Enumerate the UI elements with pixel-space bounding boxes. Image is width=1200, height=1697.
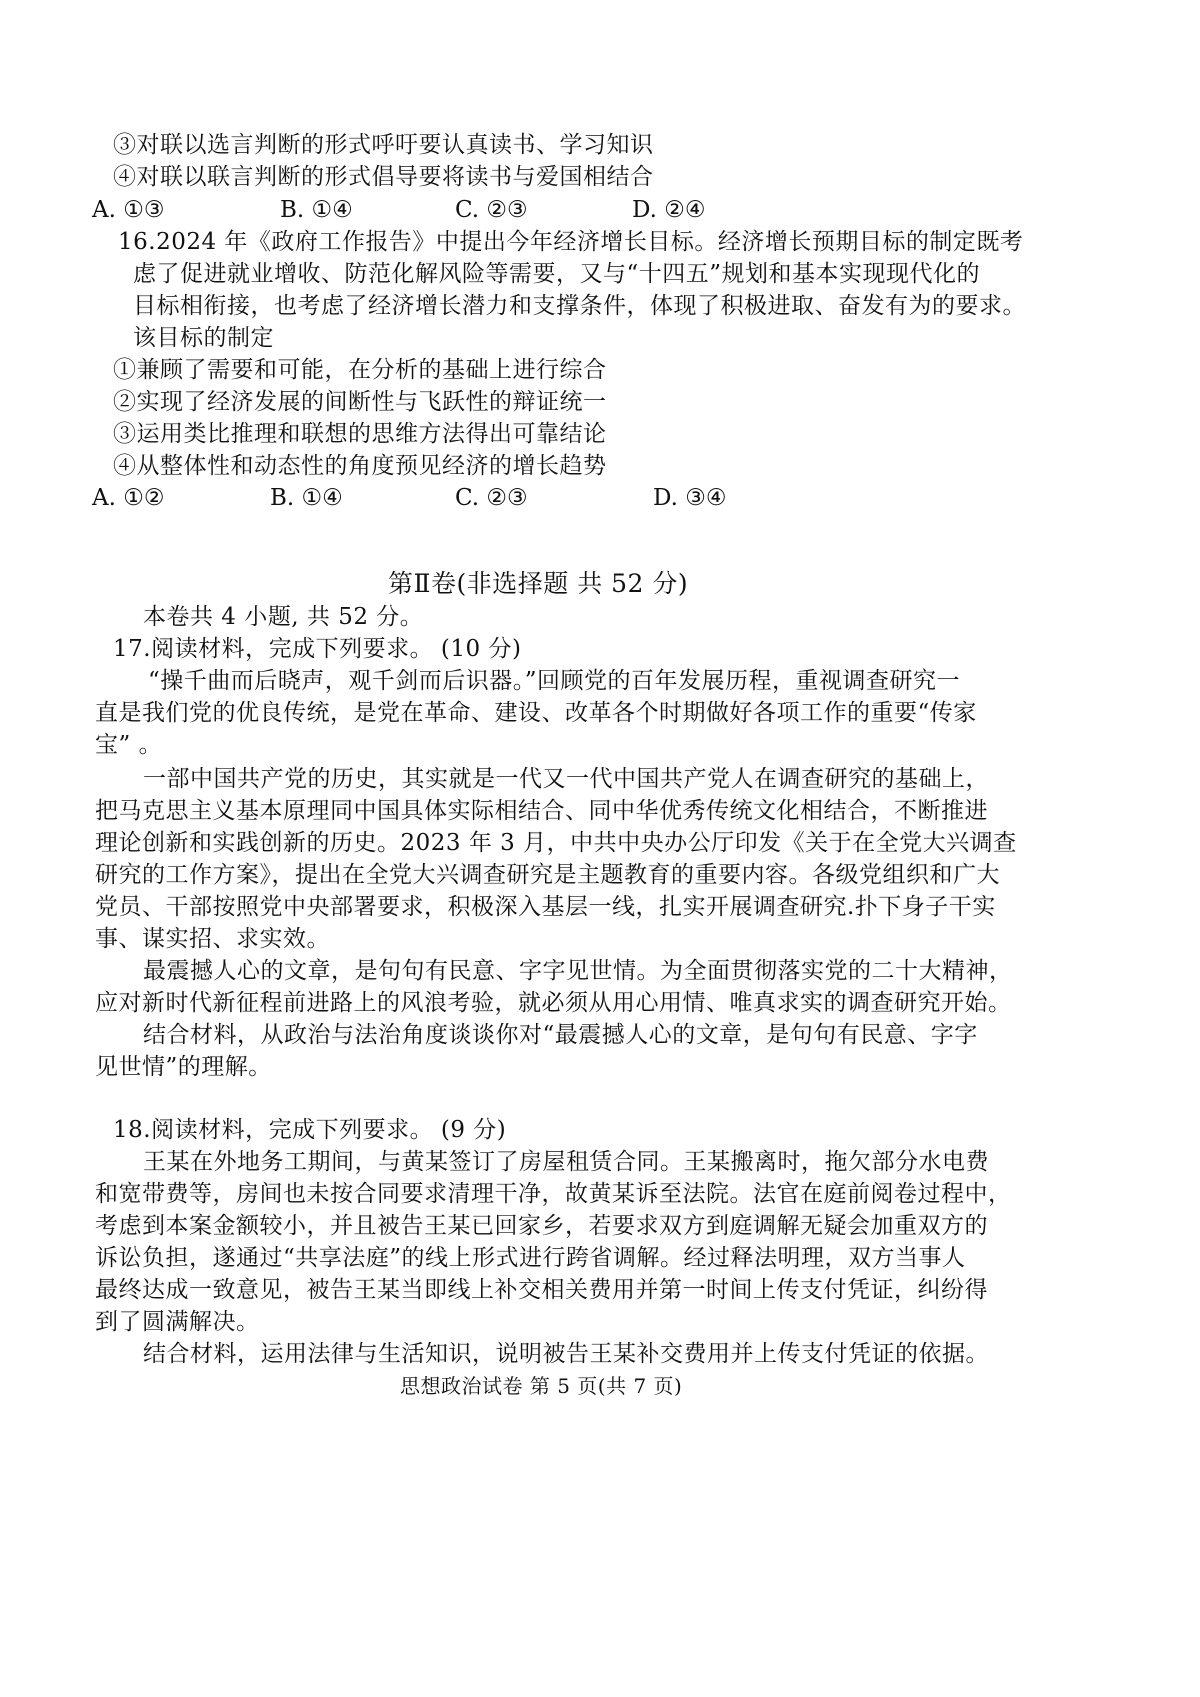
q15-option-a: A. ①③	[92, 197, 165, 223]
part2-intro: 本卷共 4 小题, 共 52 分。	[143, 604, 424, 630]
q17-body-line-13: 见世情”的理解。	[95, 1054, 272, 1080]
q18-body-line-2: 和宽带费等，房间也未按合同要求清理干净，故黄某诉至法院。法官在庭前阅卷过程中，	[95, 1181, 1012, 1207]
q15-option-d: D. ②④	[632, 197, 706, 223]
q18-body-line-5: 最终达成一致意见，被告王某当即线上补交相关费用并第一时间上传支付凭证，纠纷得	[95, 1277, 988, 1303]
q17-body-line-3: 宝” 。	[95, 732, 163, 758]
q17-body-line-11: 应对新时代新征程前进路上的风浪考验，就必须从用心用情、唯真求实的调查研究开始。	[95, 990, 1012, 1016]
q17-header: 17.阅读材料，完成下列要求。 (10 分)	[113, 636, 522, 662]
q16-option-c: C. ②③	[455, 485, 528, 511]
q17-body-line-10: 最震撼人心的文章，是句句有民意、字字见世情。为全面贯彻落实党的二十大精神，	[143, 958, 1013, 984]
q16-statement-3: ③运用类比推理和联想的思维方法得出可靠结论	[113, 421, 607, 447]
q17-body-line-7: 研究的工作方案》，提出在全党大兴调查研究是主题教育的重要内容。各级党组织和广大	[95, 862, 1000, 888]
q18-header: 18.阅读材料，完成下列要求。 (9 分)	[113, 1117, 507, 1143]
q18-body-line-7: 结合材料，运用法律与生活知识，说明被告王某补交费用并上传支付凭证的依据。	[143, 1341, 989, 1367]
q16-stem-line-2: 虑了促进就业增收、防范化解风险等需要，又与“十四五”规划和基本实现现代化的	[133, 261, 981, 287]
q17-body-line-1: “操千曲而后晓声，观千剑而后识器。”回顾党的百年发展历程，重视调查研究一	[148, 668, 961, 694]
q17-body-line-4: 一部中国共产党的历史，其实就是一代又一代中国共产党人在调查研究的基础上，	[143, 766, 989, 792]
q16-stem-line-1: 16.2024 年《政府工作报告》中提出今年经济增长目标。经济增长预期目标的制定既考	[118, 229, 1024, 255]
q18-body-line-6: 到了圆满解决。	[95, 1309, 260, 1335]
part2-title: 第Ⅱ卷(非选择题 共 52 分)	[388, 569, 689, 598]
q15-statement-3: ③对联以选言判断的形式呼吁要认真读书、学习知识	[113, 132, 654, 158]
q17-body-line-9: 事、谋实招、求实效。	[95, 926, 330, 952]
q18-body-line-3: 考虑到本案金额较小，并且被告王某已回家乡，若要求双方到庭调解无疑会加重双方的	[95, 1213, 988, 1239]
q16-statement-1: ①兼顾了需要和可能，在分析的基础上进行综合	[113, 357, 607, 383]
q17-body-line-2: 直是我们党的优良传统，是党在革命、建设、改革各个时期做好各项工作的重要“传家	[95, 700, 977, 726]
q15-option-c: C. ②③	[455, 197, 528, 223]
q15-option-b: B. ①④	[280, 197, 353, 223]
q18-body-line-1: 王某在外地务工期间，与黄某签订了房屋租赁合同。王某搬离时，拖欠部分水电费	[143, 1149, 989, 1175]
q16-stem-line-4: 该目标的制定	[133, 325, 274, 351]
q16-statement-4: ④从整体性和动态性的角度预见经济的增长趋势	[113, 453, 607, 479]
q16-statement-2: ②实现了经济发展的间断性与飞跃性的辩证统一	[113, 389, 607, 415]
q17-body-line-8: 党员、干部按照党中央部署要求，积极深入基层一线，扎实开展调查研究.扑下身子干实	[95, 894, 996, 920]
q17-body-line-5: 把马克思主义基本原理同中国具体实际相结合、同中华优秀传统文化相结合，不断推进	[95, 798, 988, 824]
q16-option-a: A. ①②	[92, 485, 165, 511]
q15-statement-4: ④对联以联言判断的形式倡导要将读书与爱国相结合	[113, 164, 654, 190]
q18-body-line-4: 诉讼负担，遂通过“共享法庭”的线上形式进行跨省调解。经过释法明理，双方当事人	[95, 1245, 966, 1271]
q17-body-line-12: 结合材料，从政治与法治角度谈谈你对“最震撼人心的文章，是句句有民意、字字	[143, 1022, 978, 1048]
q16-option-b: B. ①④	[270, 485, 343, 511]
page-footer: 思想政治试卷 第 5 页(共 7 页)	[400, 1374, 683, 1398]
q17-body-line-6: 理论创新和实践创新的历史。2023 年 3 月，中共中央办公厅印发《关于在全党大兴调查	[95, 830, 1017, 856]
q16-stem-line-3: 目标相衔接，也考虑了经济增长潜力和支撑条件，体现了积极进取、奋发有为的要求。	[133, 293, 1026, 319]
q16-option-d: D. ③④	[653, 485, 727, 511]
